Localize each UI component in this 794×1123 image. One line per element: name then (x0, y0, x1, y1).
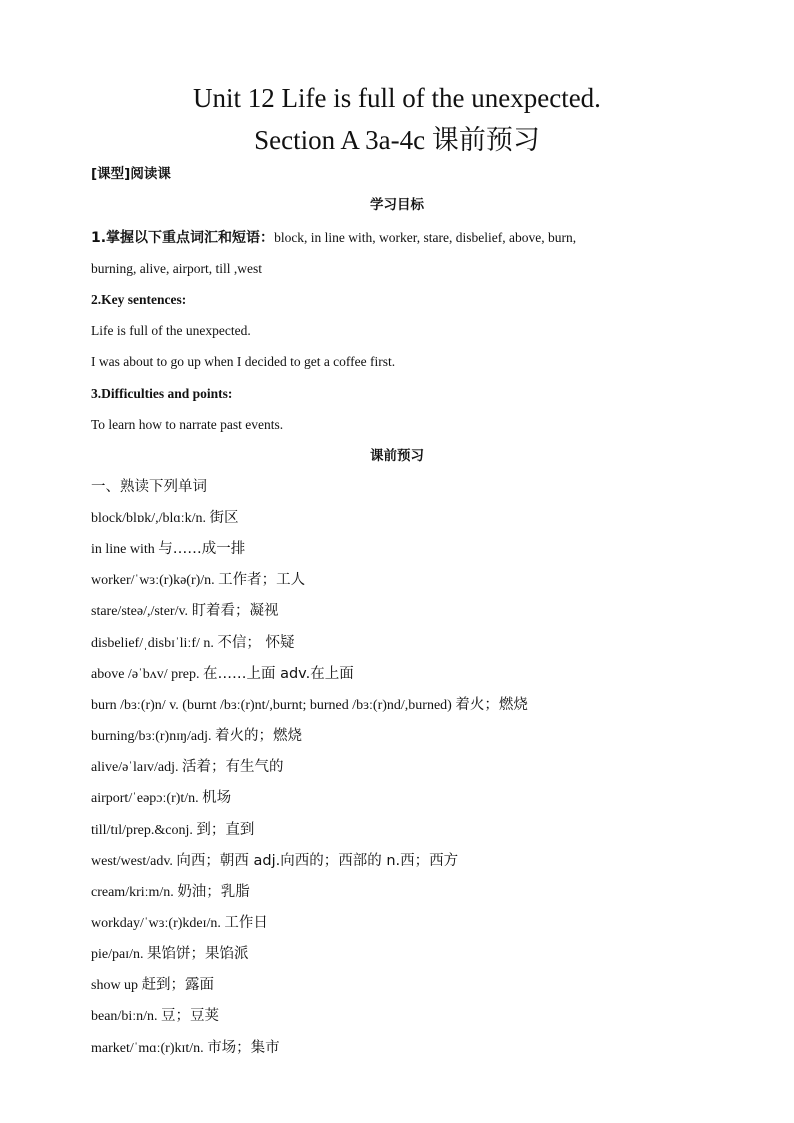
vocab-english: west/west/adv. (91, 854, 173, 869)
vocab-item (91, 602, 279, 621)
vocab-chinese: 工作者；工人 (218, 572, 306, 588)
vocab-chinese: 奶油；乳脂 (177, 884, 250, 900)
vocab-english: stare/steə/,/ster/v. (91, 604, 189, 619)
vocab-item (91, 696, 528, 715)
objectives-heading: 学习目标 (370, 197, 424, 213)
vocab-english: market/ˈmɑː(r)kɪt/n. (91, 1041, 204, 1056)
vocab-english: in line with (91, 542, 155, 557)
vocab-chinese: 市场；集市 (207, 1040, 280, 1056)
preview-heading: 课前预习 (370, 448, 424, 464)
vocab-chinese: 赶到；露面 (141, 977, 215, 993)
vocab-chinese: 豆；豆荚 (161, 1008, 219, 1024)
vocab-english: bean/biːn/n. (91, 1009, 158, 1024)
vocab-english: disbelief/ˌdisbɪˈliːf/ n. (91, 636, 214, 651)
vocab-english: burn /bɜː(r)n/ v. (burnt /bɜː(r)nt/,burnt; burned /bɜː(r)nd/,burned) (91, 698, 452, 713)
vocab-chinese: 向西；朝西 adj.向西的；西部的 n.西；西方 (176, 853, 459, 869)
vocab-item (91, 571, 305, 590)
vocab-item (91, 540, 245, 559)
vocab-english: airport/ˈeəpɔː(r)t/n. (91, 791, 199, 806)
vocab-item (91, 634, 294, 653)
vocab-item (91, 945, 249, 964)
vocab-english: above /əˈbʌv/ prep. (91, 667, 200, 682)
vocab-chinese: 到；直到 (196, 822, 255, 838)
vocab-english: alive/əˈlaɪv/adj. (91, 760, 179, 775)
vocab-item (91, 665, 354, 684)
vocab-english: workday/ˈwɜː(r)kdeɪ/n. (91, 916, 221, 931)
vocab-item (91, 852, 458, 871)
vocab-chinese: 不信； 怀疑 (217, 635, 295, 651)
vocab-chinese: 工作日 (224, 915, 268, 931)
vocab-english: pie/paɪ/n. (91, 947, 144, 962)
vocab-chinese: 机场 (202, 790, 232, 806)
vocab-item (91, 789, 231, 808)
vocab-item (91, 727, 302, 746)
objective-3-heading: 3.Difficulties and points: (91, 386, 233, 401)
vocab-chinese: 活着；有生气的 (181, 759, 284, 775)
preview-section-title: 一、熟读下列单词 (91, 479, 207, 495)
document-title-line2: Section A 3a-4c 课前预习 (254, 125, 540, 155)
vocab-chinese: 在……上面 adv.在上面 (202, 666, 354, 682)
vocab-chinese: 着火的；燃烧 (215, 728, 303, 744)
vocab-item (91, 1039, 280, 1058)
vocab-chinese: 与……成一排 (158, 541, 246, 557)
objective-3-text: To learn how to narrate past events. (91, 417, 284, 432)
document-title-line1: Unit 12 Life is full of the unexpected. (193, 83, 601, 113)
key-sentence-2: I was about to go up when I decided to get a coffee first. (91, 354, 396, 369)
vocab-english: till/tɪl/prep.&conj. (91, 823, 193, 838)
vocab-item (91, 821, 254, 840)
vocab-item (91, 976, 214, 995)
vocab-english: block/blɒk/,/blɑːk/n. (91, 511, 206, 526)
vocab-chinese: 果馅饼；果馅派 (147, 946, 249, 962)
objective-1-lead: 1.掌握以下重点词汇和短语： (91, 230, 275, 246)
vocab-english: burning/bɜː(r)nɪŋ/adj. (91, 729, 212, 744)
vocab-item (91, 914, 268, 933)
vocab-english: show up (91, 978, 139, 993)
vocab-chinese: 盯着看；凝视 (191, 603, 279, 619)
vocab-item (91, 509, 238, 528)
objective-1-words-cont: burning, alive, airport, till ,west (91, 261, 262, 276)
objective-1-words: block, in line with, worker, stare, disbelief, above, burn, (274, 230, 577, 245)
vocab-item (91, 758, 283, 777)
objective-1 (91, 229, 576, 247)
key-sentence-1: Life is full of the unexpected. (91, 323, 251, 338)
vocab-item (91, 1007, 219, 1026)
objective-2-heading: 2.Key sentences: (91, 292, 187, 307)
vocab-chinese: 街区 (209, 510, 239, 526)
vocab-item (91, 883, 250, 902)
vocab-chinese: 着火；燃烧 (455, 697, 528, 713)
vocab-english: cream/kriːm/n. (91, 885, 174, 900)
vocab-english: worker/ˈwɜː(r)kə(r)/n. (91, 573, 215, 588)
lesson-type: [课型]阅读课 (91, 166, 171, 182)
